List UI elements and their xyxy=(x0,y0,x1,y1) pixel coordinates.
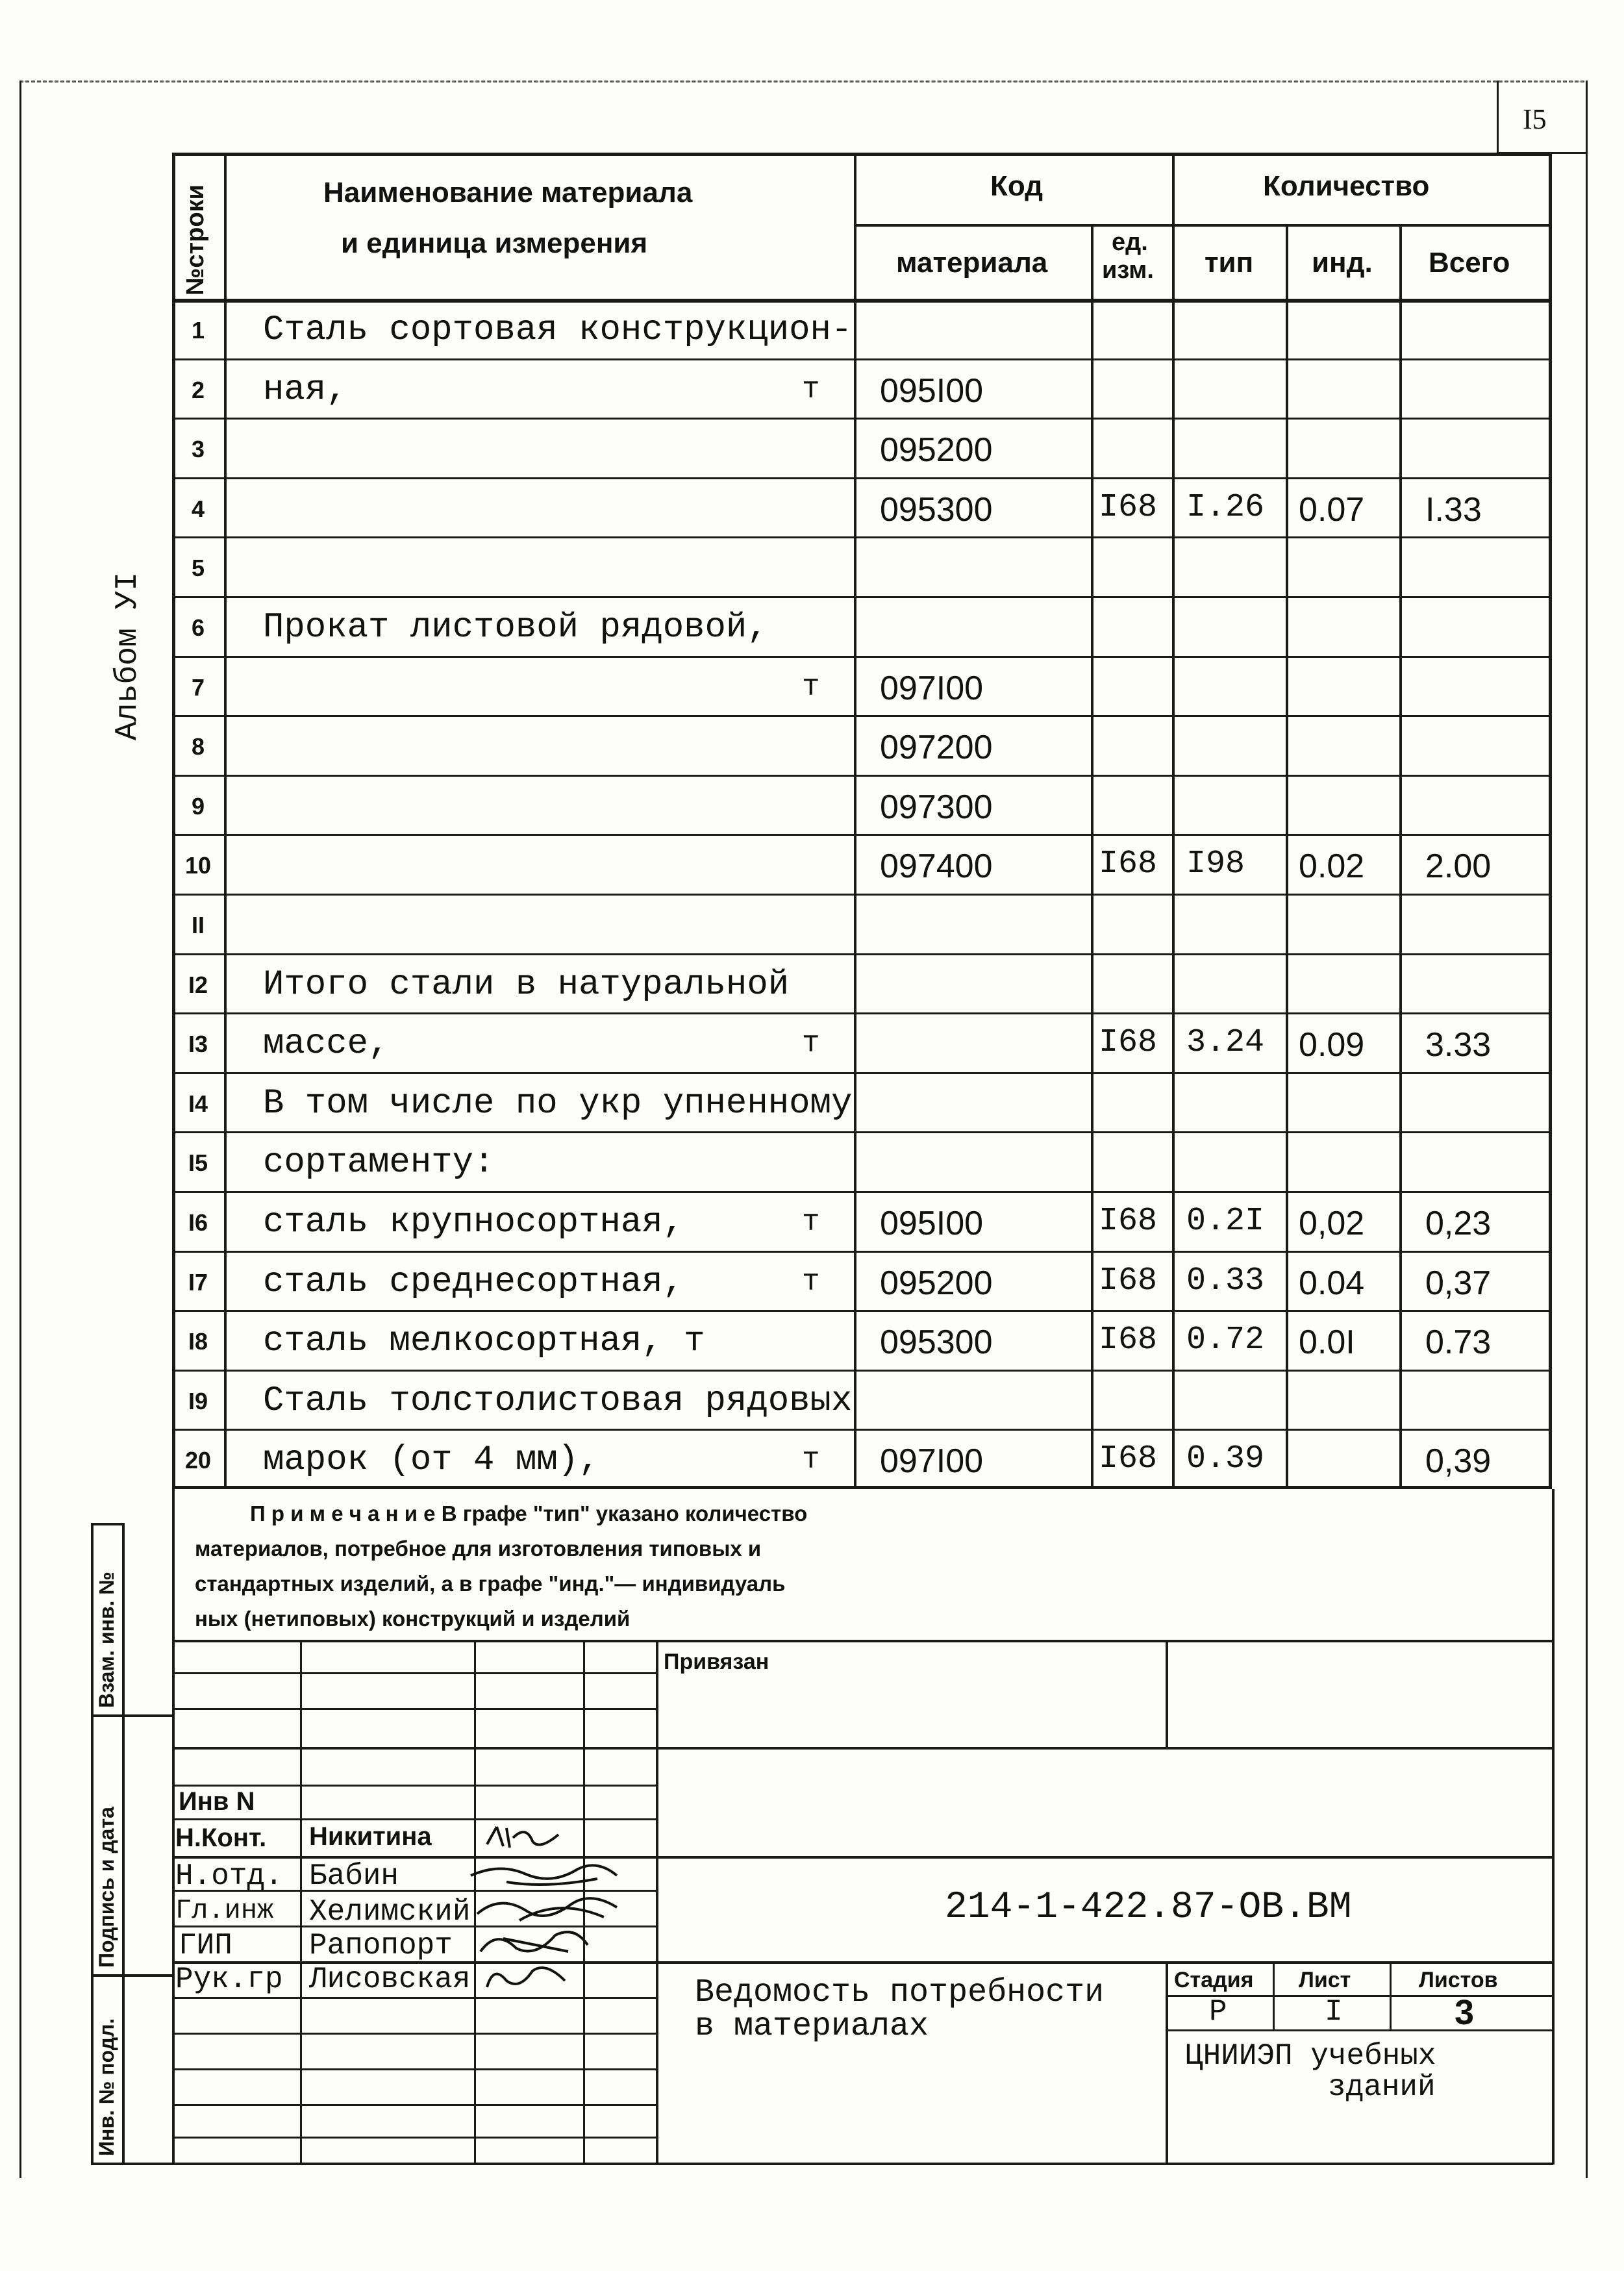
vzam-label: Взам. инв. № xyxy=(95,1572,118,1708)
row-qty-total: 0,37 xyxy=(1425,1264,1492,1302)
stage-block-left xyxy=(1166,1961,1168,2163)
header-code: Код xyxy=(990,170,1043,202)
row-name: сортаменту: xyxy=(263,1143,495,1183)
col-line-name xyxy=(854,153,856,1489)
sheet-value: I xyxy=(1325,1995,1343,2029)
stamp-bottom xyxy=(91,2163,1553,2165)
note-line3: стандартных изделий, а в графе "инд."— индивидуаль xyxy=(195,1572,786,1596)
row-name: массе, xyxy=(263,1024,390,1064)
row-material-code: 095300 xyxy=(880,490,993,529)
row-qty-type: I.26 xyxy=(1186,488,1265,526)
row-number: 9 xyxy=(191,792,205,820)
row-name: сталь крупносортная, xyxy=(263,1203,684,1242)
stage-label: Стадия xyxy=(1174,1968,1254,1992)
signer-role: Н.Конт. xyxy=(175,1824,267,1852)
right-border xyxy=(1586,81,1588,2178)
row-name: Итого стали в натуральной xyxy=(263,964,790,1005)
row-name: Сталь сортовая конструкцион- xyxy=(263,310,853,350)
row-unit: т xyxy=(802,1205,820,1239)
row-qty-total: 3.33 xyxy=(1425,1026,1492,1064)
signer-name: Никитина xyxy=(309,1822,432,1851)
row-qty-type: 0.39 xyxy=(1186,1440,1265,1478)
signer-name: Хелимский xyxy=(309,1895,471,1929)
row-qty-ind: 0.0I xyxy=(1299,1324,1355,1362)
row-divider xyxy=(172,1310,1552,1312)
row-name: Сталь толстолистовая рядовых xyxy=(263,1381,853,1421)
row-qty-type: 0.2I xyxy=(1186,1203,1265,1240)
stamp-top xyxy=(172,1640,1552,1642)
row-material-code: 095200 xyxy=(880,431,993,470)
row-unit-code: I68 xyxy=(1099,1024,1158,1062)
row-qty-type: 0.33 xyxy=(1186,1262,1265,1299)
stage-value: Р xyxy=(1209,1995,1227,2029)
row-unit: т xyxy=(802,1027,820,1061)
row-qty-ind: 0.02 xyxy=(1299,847,1365,886)
row-number: I7 xyxy=(188,1268,208,1296)
sheets-value: 3 xyxy=(1455,1993,1475,2032)
row-qty-ind: 0.07 xyxy=(1299,490,1365,529)
header-bottom-line xyxy=(172,299,1552,303)
note-line2: материалов, потребное для изготовления типовых и xyxy=(195,1537,762,1561)
row-divider xyxy=(172,1429,1552,1431)
note-line4: ных (нетиповых) конструкций и изделий xyxy=(195,1607,631,1631)
row-qty-type: 3.24 xyxy=(1186,1024,1265,1062)
row-number: 8 xyxy=(191,733,205,760)
row-number: 5 xyxy=(191,555,205,582)
header-unit-1: ед. xyxy=(1112,229,1148,256)
signer-role: Н.отд. xyxy=(175,1859,283,1893)
row-qty-ind: 0.04 xyxy=(1299,1264,1365,1302)
row-name: марок (от 4 мм), xyxy=(263,1440,600,1481)
stamp-row-14 xyxy=(172,2137,656,2139)
col-line-code xyxy=(1091,224,1093,1489)
row-divider xyxy=(172,1072,1552,1074)
row-material-code: 095300 xyxy=(880,1324,993,1362)
signature-helimsky xyxy=(474,1891,643,1927)
side-strip-div1 xyxy=(91,1714,172,1717)
header-unit-2: изм. xyxy=(1102,257,1154,284)
header-name-line2: и единица измерения xyxy=(341,227,648,259)
row-number: 1 xyxy=(191,317,205,344)
row-divider xyxy=(172,1370,1552,1372)
side-strip-top xyxy=(91,1523,122,1525)
privyazan-label: Привязан xyxy=(664,1650,769,1674)
row-material-code: 095200 xyxy=(880,1264,993,1302)
title-line2: в материалах xyxy=(695,2008,929,2045)
note-line1: П р и м е ч а н и е В графе "тип" указано количество xyxy=(250,1501,808,1525)
stage-value-line xyxy=(1166,2029,1552,2031)
row-divider xyxy=(172,1131,1552,1133)
row-divider xyxy=(172,953,1552,955)
stamp-row-3 xyxy=(172,1747,1552,1750)
row-number: I5 xyxy=(188,1149,208,1177)
row-material-code: 097200 xyxy=(880,729,993,767)
row-unit: т xyxy=(802,372,820,407)
row-qty-total: 0.73 xyxy=(1425,1324,1492,1362)
row-material-code: 097400 xyxy=(880,847,993,886)
row-divider xyxy=(172,656,1552,658)
row-material-code: 097300 xyxy=(880,788,993,826)
row-divider xyxy=(172,536,1552,538)
row-name: сталь среднесортная, xyxy=(263,1262,684,1302)
stamp-col-1 xyxy=(300,1640,302,2163)
row-divider xyxy=(172,775,1552,777)
row-name: Прокат листовой рядовой, xyxy=(263,608,768,647)
signature-nikitina xyxy=(481,1822,610,1854)
row-qty-total: I.33 xyxy=(1425,490,1482,529)
row-divider xyxy=(172,358,1552,360)
row-number: 3 xyxy=(191,436,205,463)
row-unit-code: I68 xyxy=(1099,1203,1158,1240)
header-name-line1: Наименование материала xyxy=(323,177,693,208)
row-number: I9 xyxy=(188,1387,208,1414)
top-border xyxy=(19,81,1584,82)
org-line1: ЦНИИЭП учебных xyxy=(1185,2039,1436,2073)
col-line-ind xyxy=(1399,224,1402,1489)
row-divider xyxy=(172,834,1552,836)
row-unit: т xyxy=(802,1264,820,1299)
row-qty-type: I98 xyxy=(1186,846,1245,883)
row-qty-total: 2.00 xyxy=(1425,847,1492,886)
col-line-no xyxy=(224,153,227,1489)
inv-podl-label: Инв. № подл. xyxy=(95,2018,118,2156)
stamp-row-5 xyxy=(172,1818,656,1820)
stamp-left xyxy=(172,1489,175,2164)
signature-lisovskaya xyxy=(481,1961,584,1994)
row-number: 20 xyxy=(184,1447,212,1474)
row-divider xyxy=(172,1191,1552,1193)
signer-role: Рук.гр xyxy=(175,1963,283,1996)
row-divider xyxy=(172,894,1552,896)
row-number: 6 xyxy=(191,614,205,641)
side-strip-left xyxy=(91,1523,94,2163)
header-quantity: Количество xyxy=(1263,170,1430,202)
stage-col-2 xyxy=(1390,1961,1392,2029)
row-unit-code: I68 xyxy=(1099,1440,1158,1478)
stamp-row-12 xyxy=(172,2068,656,2070)
row-name: В том числе по укр упненному xyxy=(263,1083,853,1123)
stamp-row-10 xyxy=(172,1997,656,1999)
stage-col-1 xyxy=(1273,1961,1275,2029)
header-sub-line xyxy=(854,224,1552,227)
row-name: сталь мелкосортная, т xyxy=(263,1322,705,1362)
row-unit: т xyxy=(802,1443,820,1477)
row-number: I6 xyxy=(188,1209,208,1236)
header-qty-total: Всего xyxy=(1429,247,1510,279)
stamp-row-4 xyxy=(172,1785,656,1787)
stamp-row-6 xyxy=(172,1856,1552,1859)
sheets-label: Листов xyxy=(1419,1968,1498,1992)
side-strip-div2 xyxy=(91,1974,172,1977)
signature-rapoport xyxy=(477,1926,594,1961)
doc-code: 214-1-422.87-ОВ.ВМ xyxy=(945,1887,1352,1929)
row-number: 2 xyxy=(191,376,205,403)
row-qty-ind: 0,02 xyxy=(1299,1205,1365,1242)
row-divider xyxy=(172,477,1552,479)
row-material-code: 095I00 xyxy=(880,1205,984,1242)
stamp-row-13 xyxy=(172,2104,656,2106)
row-unit-code: I68 xyxy=(1099,488,1158,526)
page-number: I5 xyxy=(1523,103,1547,135)
left-border xyxy=(19,81,21,2178)
row-divider xyxy=(172,596,1552,598)
row-qty-total: 0,39 xyxy=(1425,1442,1492,1481)
row-unit: т xyxy=(802,670,820,704)
signature-babin xyxy=(468,1856,636,1892)
stamp-col-4 xyxy=(656,1640,658,2163)
signer-name: Рапопорт xyxy=(309,1929,453,1963)
privyazan-divider xyxy=(1166,1640,1168,1747)
row-name: ная, xyxy=(263,370,347,410)
row-number: 7 xyxy=(191,673,205,701)
side-strip-right xyxy=(122,1523,125,2163)
title-line1: Ведомость потребности xyxy=(695,1974,1105,2011)
row-number: II xyxy=(191,912,205,938)
header-qty-type: тип xyxy=(1205,247,1254,279)
stamp-row-2 xyxy=(172,1708,656,1710)
signer-name: Бабин xyxy=(309,1859,399,1893)
header-qty-ind: инд. xyxy=(1312,247,1373,279)
row-qty-ind: 0.09 xyxy=(1299,1026,1365,1064)
row-number: I8 xyxy=(188,1328,208,1355)
row-divider xyxy=(172,418,1552,420)
row-number: I4 xyxy=(188,1090,208,1117)
row-qty-total: 0,23 xyxy=(1425,1205,1492,1242)
podpis-label: Подпись и дата xyxy=(95,1807,118,1968)
org-line2: зданий xyxy=(1328,2070,1436,2104)
col-line-unit xyxy=(1172,153,1175,1489)
sheet-label: Лист xyxy=(1299,1968,1351,1992)
stamp-row-1 xyxy=(172,1672,656,1674)
header-code-material: материала xyxy=(896,247,1048,279)
row-divider xyxy=(172,715,1552,717)
inv-n-label: Инв N xyxy=(179,1787,255,1816)
row-number: I2 xyxy=(188,971,208,998)
stamp-row-11 xyxy=(172,2033,656,2035)
signer-role: ГИП xyxy=(179,1929,232,1963)
row-unit-code: I68 xyxy=(1099,1262,1158,1299)
row-material-code: 097I00 xyxy=(880,669,984,707)
signer-name: Лисовская xyxy=(309,1963,471,1996)
row-divider xyxy=(172,1012,1552,1014)
row-number: 10 xyxy=(184,852,212,879)
stamp-right xyxy=(1552,1489,1555,2164)
row-qty-type: 0.72 xyxy=(1186,1322,1265,1359)
row-unit-code: I68 xyxy=(1099,1322,1158,1359)
row-number: I3 xyxy=(188,1031,208,1058)
row-divider xyxy=(172,1251,1552,1253)
row-unit-code: I68 xyxy=(1099,846,1158,883)
row-material-code: 097I00 xyxy=(880,1442,984,1481)
row-number: 4 xyxy=(191,495,205,522)
col-line-type xyxy=(1286,224,1288,1489)
signer-role: Гл.инж xyxy=(175,1895,274,1926)
row-material-code: 095I00 xyxy=(880,371,984,410)
header-row-no: №строки xyxy=(182,184,209,295)
album-label: Альбом УI xyxy=(110,571,145,740)
